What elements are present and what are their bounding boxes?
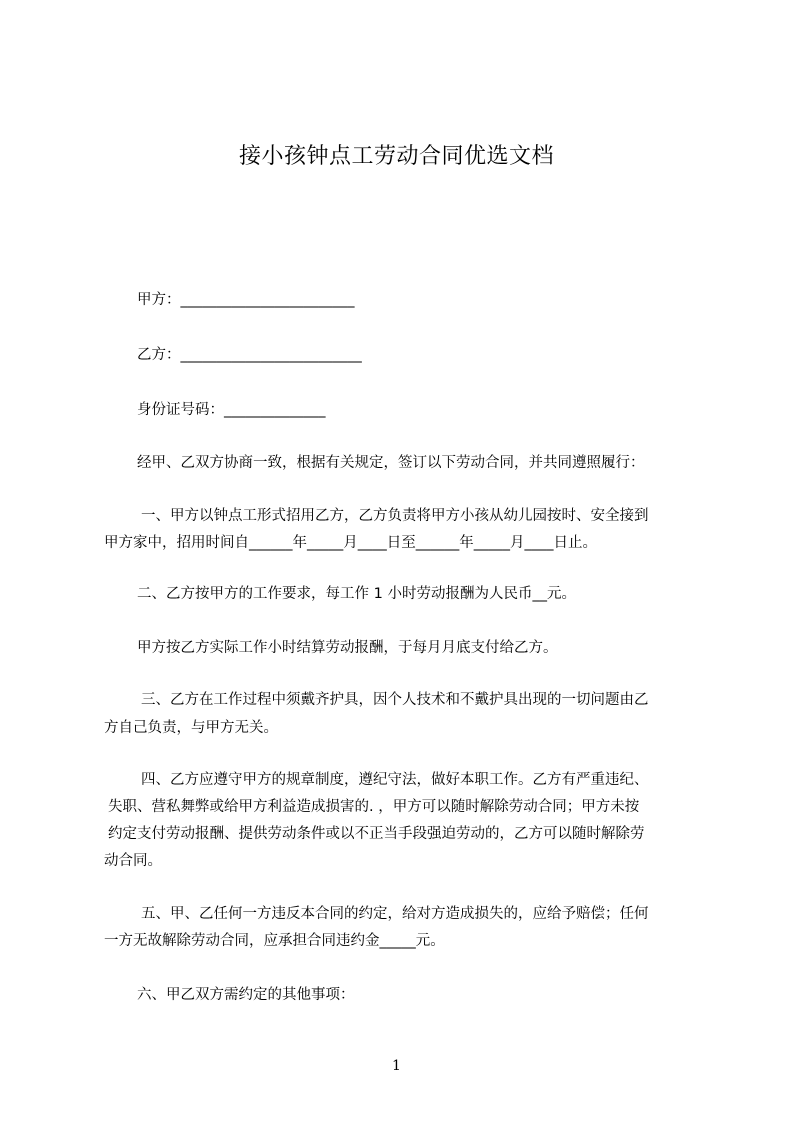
clause-2-line-1: 二、乙方按甲方的工作要求，每工作 1 小时劳动报酬为人民币__元。 xyxy=(137,586,576,602)
clause-4-line-4: 动合同。 xyxy=(104,853,162,869)
party-b-line: 乙方：_________________________ xyxy=(137,347,362,363)
clause-1-line-1: 一、甲方以钟点工形式招用乙方，乙方负责将甲方小孩从幼儿园按时、安全接到 xyxy=(141,508,649,524)
clause-5-line-2: 一方无故解除劳动合同，应承担合同违约金_____元。 xyxy=(104,933,445,949)
intro-paragraph: 经甲、乙双方协商一致，根据有关规定，签订以下劳动合同，并共同遵照履行： xyxy=(137,455,645,471)
clause-5-line-1: 五、甲、乙任何一方违反本合同的约定，给对方造成损失的，应给予赔偿；任何 xyxy=(141,906,649,922)
clause-3-line-1: 三、乙方在工作过程中须戴齐护具，因个人技术和不戴护具出现的一切问题由乙 xyxy=(141,692,649,708)
clause-2-payment: 甲方按乙方实际工作小时结算劳动报酬，于每月月底支付给乙方。 xyxy=(137,640,558,656)
page-number: 1 xyxy=(392,1058,401,1074)
clause-1-line-2: 甲方家中，招用时间自______年_____月____日至______年_____月____日止。 xyxy=(104,535,597,551)
clause-4-line-1: 四、乙方应遵守甲方的规章制度，遵纪守法，做好本职工作。乙方有严重违纪、 xyxy=(141,772,649,788)
document-title: 接小孩钟点工劳动合同优选文档 xyxy=(238,144,554,169)
clause-4-line-2: 失职、营私舞弊或给甲方利益造成损害的. ，甲方可以随时解除劳动合同；甲方未按 xyxy=(108,799,640,815)
party-a-line: 甲方：________________________ xyxy=(137,292,355,308)
clause-3-line-2: 方自己负责，与甲方无关。 xyxy=(104,720,278,736)
clause-6-line-1: 六、甲乙双方需约定的其他事项： xyxy=(137,987,355,1003)
id-number-line: 身份证号码：______________ xyxy=(137,402,326,418)
clause-4-line-3: 约定支付劳动报酬、提供劳动条件或以不正当手段强迫劳动的，乙方可以随时解除劳 xyxy=(108,826,645,842)
